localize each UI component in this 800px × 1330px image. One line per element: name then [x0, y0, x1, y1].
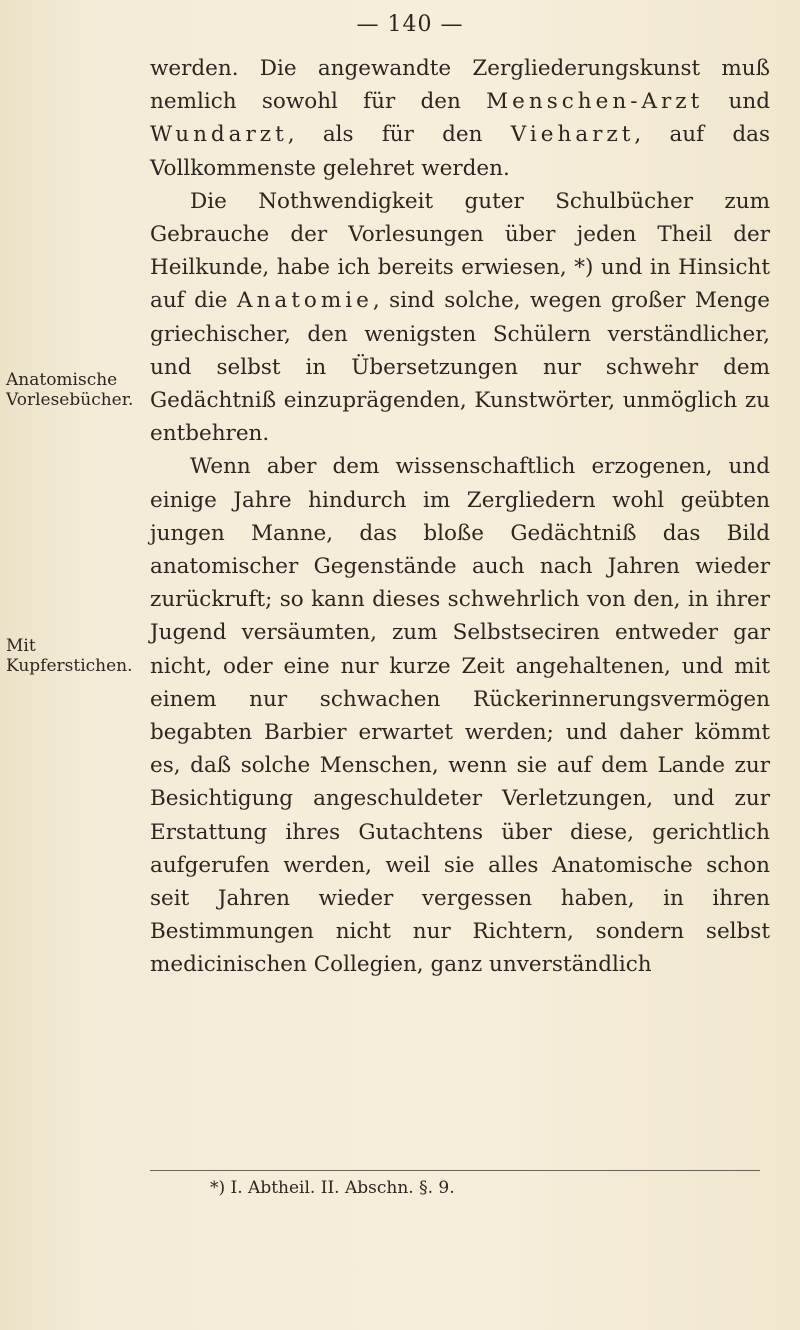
page-header — [300, 12, 520, 37]
margin-note-engravings: Mit Kupferstichen. — [6, 636, 133, 676]
footnote-rule — [150, 1170, 760, 1171]
paragraph: Wenn aber dem wissenschaftlich erzogenen, und einige Jahre hindurch im Zergliedern wohl geübten jungen Manne, das bloße Gedächtniß das Bild anatomischer Gegenstände auch nach Jahren wieder zurückruft; so kann dieses schwehrlich von den, in ihrer Jugend versäumten, zum Selbstseciren entweder gar nicht, oder eine nur kurze Zeit angehaltenen, und mit einem nur schwachen Rückerinnerungsvermögen begabten Barbier erwartet werden; und daher kömmt es, daß solche Menschen, wenn sie auf dem Lande zur Besichtigung angeschuldeter Verletzungen, und zur Erstattung ihres Gutachtens über diese, gerichtlich aufgerufen werden, weil sie alles Anatomische schon seit Jahren wieder vergessen haben, in ihren Bestimmungen nicht nur Richtern, sondern selbst medicinischen Collegien, ganz unverständlich — [150, 454, 770, 978]
paragraph: werden. Die angewandte Zergliederungskunst muß nemlich sowohl für den Menschen-Arzt und Wundarzt, als für den Vieharzt, auf das Vollkommenste gelehret werden. — [150, 56, 770, 181]
margin-note-anatomy: Anatomische Vorlesebücher. — [6, 370, 134, 410]
footnote: *) I. Abtheil. II. Abschn. §. 9. — [210, 1178, 455, 1198]
page-number: — 140 — — [356, 12, 464, 37]
paragraph: Die Nothwendigkeit guter Schulbücher zum Gebrauche der Vorlesungen über jeden Theil der Heilkunde, habe ich bereits erwiesen, *) und in Hinsicht auf die Anatomie, sind solche, wegen großer Menge griechischer, den wenigsten Schülern verständlicher, und selbst in Übersetzungen nur schwehr dem Gedächtniß einzuprägenden, Kunstwörter, unmöglich zu entbehren. — [150, 188, 770, 447]
main-text — [150, 52, 770, 982]
